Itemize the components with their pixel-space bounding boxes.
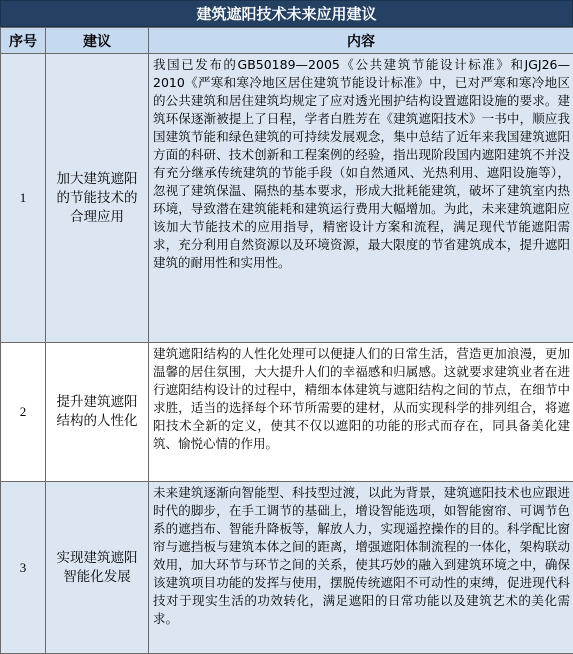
row-content: 建筑遮阳结构的人性化处理可以便捷人们的日常生活，营造更加浪漫，更加温馨的居住氛围，大大提升人们的幸福感和归属感。这就要求建筑业者在进行遮阳结构设计的过程中，精细本体建筑与遮阳结构之间的节点，在细节中求胜，适当的选择每个环节所需要的建材，从而实现科学的排列组合，将遮阳技术全新的定义，使其不仅以遮阳的功能的形式而存在，同具备美化建筑、愉悦心情的作用。 bbox=[149, 343, 573, 482]
header-row bbox=[1, 28, 573, 54]
table-row bbox=[1, 343, 573, 482]
row-suggestion: 提升建筑遮阳结构的人性化 bbox=[46, 343, 149, 482]
row-seq: 1 bbox=[1, 54, 46, 343]
row-content: 未来建筑逐渐向智能型、科技型过渡，以此为背景，建筑遮阳技术也应跟进时代的脚步，在手工调节的基础上，增设智能选项，如智能窗帘、可调节色系的遮挡布、智能升降板等，解放人力，实现遥控操作的目的。科学配比窗帘与遮挡板与建筑本体之间的距离，增强遮阳体制流程的一体化，架构联动效用，加大环节与环节之间的关系，使其巧妙的融入到建筑环境之中，确保该建筑项目功能的发挥与使用，摆脱传统遮阳不可动性的束缚，促进现代科技对于现实生活的功效转化，满足遮阳的日常功能以及建筑艺术的美化需求。 bbox=[149, 482, 573, 654]
row-suggestion: 实现建筑遮阳智能化发展 bbox=[46, 482, 149, 654]
header-content: 内容 bbox=[149, 28, 573, 54]
row-seq: 2 bbox=[1, 343, 46, 482]
header-suggestion: 建议 bbox=[46, 28, 149, 54]
row-content: 我国已发布的GB50189—2005《公共建筑节能设计标准》和JGJ26—2010《严寒和寒冷地区居住建筑节能设计标准》中，已对严寒和寒冷地区的公共建筑和居住建筑均规定了应对透光围护结构设置遮阳设施的要求。建筑环保逐渐被提上了日程，学者白胜芳在《建筑遮阳技术》一书中，顺应我国建筑节能和绿色建筑的可持续发展观念，集中总结了近年来我国建筑遮阳方面的科研、技术创新和工程案例的经验，指出现阶段国内遮阳建筑不并没有充分继承传统建筑的节能手段（如自然通风、光热利用、遮阳设施等），忽视了建筑保温、隔热的基本要求，形成大批耗能建筑，破坏了建筑室内热环境，导致潜在建筑能耗和建筑运行费用大幅增加。为此，未来建筑遮阳应该加大节能技术的应用指导，精密设计方案和流程，满足现代节能遮阳需求，充分利用自然资源以及环境资源，最大限度的节省建筑成本，提升遮阳建筑的耐用性和实用性。 bbox=[149, 54, 573, 343]
suggestions-table bbox=[0, 27, 573, 654]
header-seq: 序号 bbox=[1, 28, 46, 54]
row-suggestion: 加大建筑遮阳的节能技术的合理应用 bbox=[46, 54, 149, 343]
table-row bbox=[1, 54, 573, 343]
table-title: 建筑遮阳技术未来应用建议 bbox=[0, 0, 573, 27]
row-seq: 3 bbox=[1, 482, 46, 654]
table-row bbox=[1, 482, 573, 654]
